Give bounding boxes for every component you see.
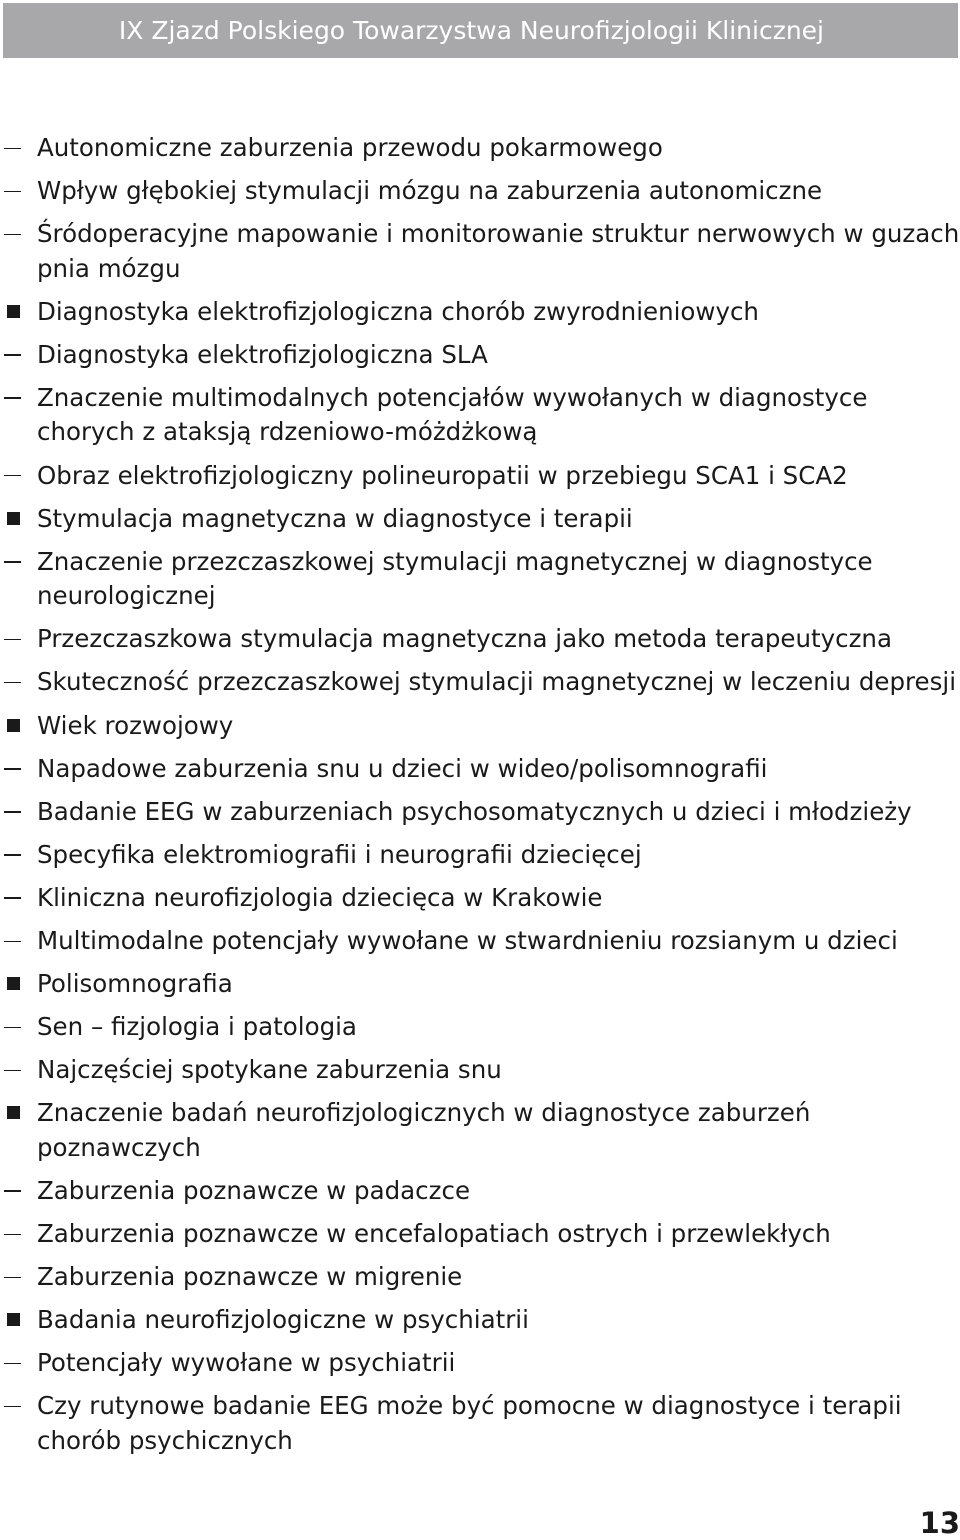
item-text: Czy rutynowe badanie EEG może być pomocne w diagnostyce i terapii chorób psychicznych (37, 1391, 902, 1455)
item-text: Polisomnografia (37, 969, 233, 999)
list-item (0, 459, 960, 494)
list-item (0, 752, 960, 787)
item-text: Przezczaszkowa stymulacja magnetyczna jako metoda terapeutyczna (37, 624, 892, 654)
item-text: Znaczenie przezczaszkowej stymulacji magnetycznej w diagnostyce neurologicznej (37, 546, 873, 611)
item-text: Kliniczna neurofizjologia dziecięca w Krakowie (37, 882, 603, 912)
dash-bullet-icon (4, 1053, 24, 1087)
dash-bullet-icon (4, 381, 24, 415)
dash-bullet-icon (4, 459, 24, 493)
list-item (0, 665, 960, 700)
section-heading (0, 1303, 960, 1338)
list-item (0, 131, 960, 166)
dash-bullet-icon (4, 1260, 24, 1294)
item-text: Śródoperacyjne mapowanie i monitorowanie struktur nerwowych w guzach pnia mózgu (37, 219, 960, 283)
list-item (0, 881, 960, 916)
dash-bullet-icon (4, 217, 24, 251)
list-item (0, 1053, 960, 1088)
item-text: Diagnostyka elektrofizjologiczna chorób zwyrodnieniowych (37, 296, 759, 326)
item-text: Obraz elektrofizjologiczny polineuropatii w przebiegu SCA1 i SCA2 (37, 460, 848, 490)
header-bar (3, 3, 958, 58)
dash-bullet-icon (4, 338, 24, 372)
square-bullet-icon (4, 709, 24, 743)
section-heading (0, 1096, 960, 1165)
item-text: Diagnostyka elektrofizjologiczna SLA (37, 339, 488, 369)
square-bullet-icon (4, 1303, 24, 1337)
list-item (0, 381, 960, 450)
square-bullet-icon (4, 502, 24, 536)
list-item (0, 924, 960, 959)
dash-bullet-icon (4, 838, 24, 872)
dash-bullet-icon (4, 924, 24, 958)
item-text: Badanie EEG w zaburzeniach psychosomatycznych u dzieci i młodzieży (37, 796, 912, 826)
list-item (0, 1174, 960, 1209)
list-item (0, 622, 960, 657)
item-text: Zaburzenia poznawcze w encefalopatiach ostrych i przewlekłych (37, 1219, 831, 1249)
header-title: IX Zjazd Polskiego Towarzystwa Neurofizjologii Klinicznej (118, 16, 824, 45)
item-text: Wpływ głębokiej stymulacji mózgu na zaburzenia autonomiczne (37, 176, 823, 206)
item-text: Sen – fizjologia i patologia (37, 1012, 357, 1042)
dash-bullet-icon (4, 881, 24, 915)
item-text: Autonomiczne zaburzenia przewodu pokarmowego (37, 133, 663, 162)
list-item (0, 174, 960, 209)
dash-bullet-icon (4, 1389, 24, 1423)
item-text: Multimodalne potencjały wywołane w stwardnieniu rozsianym u dzieci (37, 926, 898, 955)
dash-bullet-icon (4, 665, 24, 699)
list-item (0, 795, 960, 830)
item-text: Znaczenie badań neurofizjologicznych w diagnostyce zaburzeń poznawczych (37, 1098, 811, 1162)
dash-bullet-icon (4, 1346, 24, 1380)
section-heading (0, 295, 960, 330)
item-text: Najczęściej spotykane zaburzenia snu (37, 1055, 502, 1085)
list-item (0, 1346, 960, 1381)
item-text: Badania neurofizjologiczne w psychiatrii (37, 1305, 529, 1335)
dash-bullet-icon (4, 622, 24, 656)
item-text: Skuteczność przezczaszkowej stymulacji magnetycznej w leczeniu depresji (37, 667, 957, 697)
dash-bullet-icon (4, 752, 24, 786)
dash-bullet-icon (4, 174, 24, 208)
list-item (0, 217, 960, 286)
square-bullet-icon (4, 967, 24, 1001)
list-item (0, 1389, 960, 1458)
item-text: Napadowe zaburzenia snu u dzieci w wideo/polisomnografii (37, 753, 768, 783)
list-item (0, 545, 960, 614)
list-item (0, 1217, 960, 1252)
list-item (0, 1260, 960, 1295)
dash-bullet-icon (4, 1010, 24, 1044)
dash-bullet-icon (4, 545, 24, 579)
section-heading (0, 709, 960, 744)
list-item (0, 1010, 960, 1045)
section-heading (0, 967, 960, 1002)
item-text: Zaburzenia poznawcze w migrenie (37, 1262, 463, 1292)
item-text: Zaburzenia poznawcze w padaczce (37, 1175, 471, 1205)
square-bullet-icon (4, 295, 24, 329)
dash-bullet-icon (4, 1174, 24, 1208)
item-text: Znaczenie multimodalnych potencjałów wywołanych w diagnostyce chorych z ataksją rdzeniowo-móżdżkową (37, 382, 868, 447)
dash-bullet-icon (4, 1217, 24, 1251)
dash-bullet-icon (4, 795, 24, 829)
topic-list (0, 131, 960, 1467)
list-item (0, 838, 960, 873)
page-number: 13 (919, 1506, 960, 1540)
section-heading (0, 502, 960, 537)
item-text: Potencjały wywołane w psychiatrii (37, 1348, 456, 1378)
item-text: Stymulacja magnetyczna w diagnostyce i terapii (37, 503, 633, 533)
square-bullet-icon (4, 1096, 24, 1130)
item-text: Specyfika elektromiografii i neurografii dziecięcej (37, 839, 642, 869)
dash-bullet-icon (4, 131, 24, 165)
item-text: Wiek rozwojowy (37, 710, 234, 740)
list-item (0, 338, 960, 373)
